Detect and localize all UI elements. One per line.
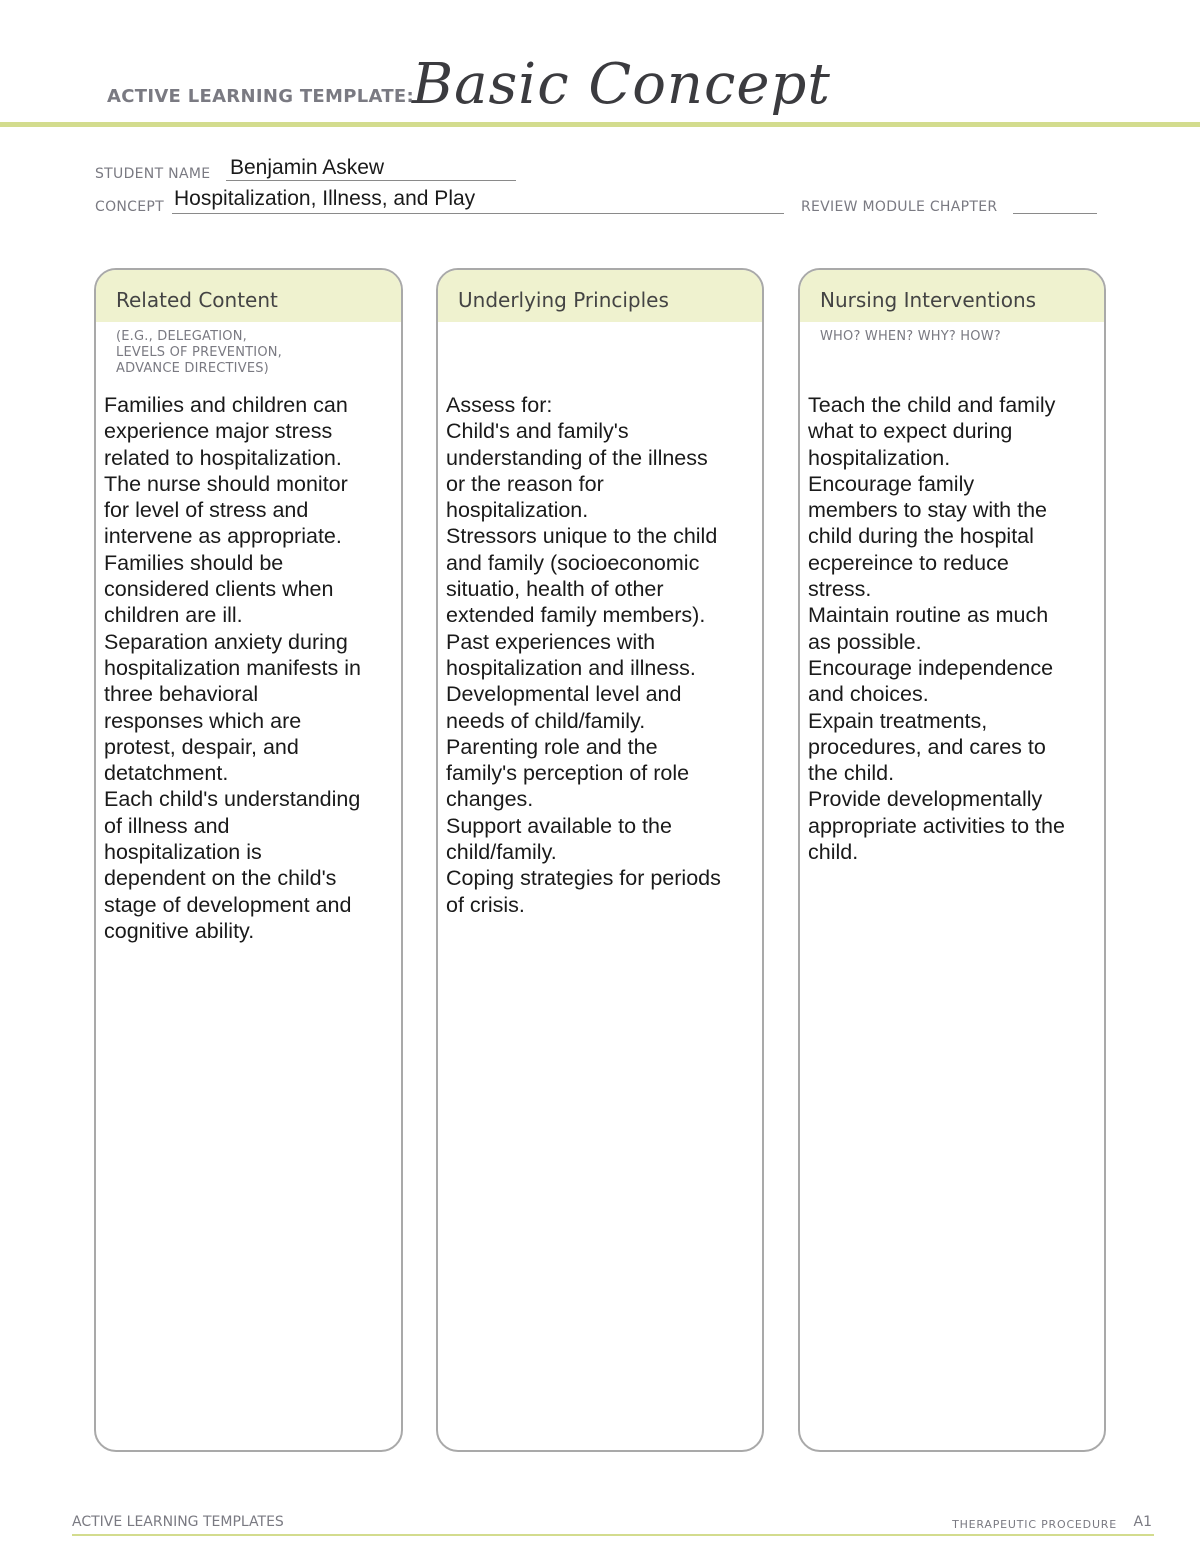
related-content-header: [96, 270, 401, 322]
page-title: Basic Concept: [412, 52, 831, 117]
header-divider: [0, 122, 1200, 127]
footer-divider: [72, 1534, 1154, 1536]
review-module-label: REVIEW MODULE CHAPTER: [801, 199, 998, 215]
footer-template-name: ACTIVE LEARNING TEMPLATES: [72, 1514, 284, 1530]
underlying-principles-title: Underlying Principles: [458, 288, 669, 312]
underlying-principles-header: [438, 270, 762, 322]
template-label: ACTIVE LEARNING TEMPLATE:: [107, 86, 414, 107]
nursing-interventions-panel: [798, 268, 1106, 1452]
related-content-hint: (E.G., DELEGATION, LEVELS OF PREVENTION, ADVANCE DIRECTIVES): [116, 329, 283, 376]
nursing-interventions-hint: WHO? WHEN? WHY? HOW?: [820, 329, 1001, 344]
nursing-interventions-title: Nursing Interventions: [820, 288, 1037, 312]
nursing-interventions-header: [800, 270, 1104, 322]
underlying-principles-panel: [436, 268, 764, 1452]
concept-label: CONCEPT: [95, 199, 164, 215]
related-content-panel: [94, 268, 403, 1452]
concept-field[interactable]: Hospitalization, Illness, and Play: [174, 187, 476, 210]
related-content-title: Related Content: [116, 288, 278, 312]
underlying-principles-text[interactable]: Assess for: Child's and family's understanding of the illness or the reason for hospitalization. Stressors unique to the child and family (socioeconomic situatio, health of other extended family members). Past experiences with hospitalization and illness. Developmental level and needs of child/family. Parenting role and the family's perception of role changes. Support available to the child/family. Coping strategies for periods of crisis.: [446, 393, 721, 917]
nursing-interventions-text[interactable]: Teach the child and family what to expect during hospitalization. Encourage family members to stay with the child during the hospital ecpereince to reduce stress. Maintain routine as much as possible. Encourage independence and choices. Expain treatments, procedures, and cares to the child. Provide developmentally appropriate activities to the child.: [808, 393, 1065, 865]
footer-page-number: A1: [1133, 1514, 1152, 1530]
student-name-line: [226, 180, 516, 181]
student-name-field[interactable]: Benjamin Askew: [230, 156, 385, 179]
review-module-line: [1013, 213, 1097, 214]
concept-line: [172, 213, 784, 214]
footer-section-name: THERAPEUTIC PROCEDURE: [952, 1518, 1117, 1531]
related-content-text[interactable]: Families and children can experience major stress related to hospitalization. The nurse should monitor for level of stress and intervene as appropriate. Families should be considered clients when children are ill. Separation anxiety during hospitalization manifests in three behavioral responses which are protest, despair, and detatchment. Each child's understanding of illness and hospitalization is dependent on the child's stage of development and cognitive ability.: [104, 393, 361, 943]
student-name-label: STUDENT NAME: [95, 166, 211, 182]
